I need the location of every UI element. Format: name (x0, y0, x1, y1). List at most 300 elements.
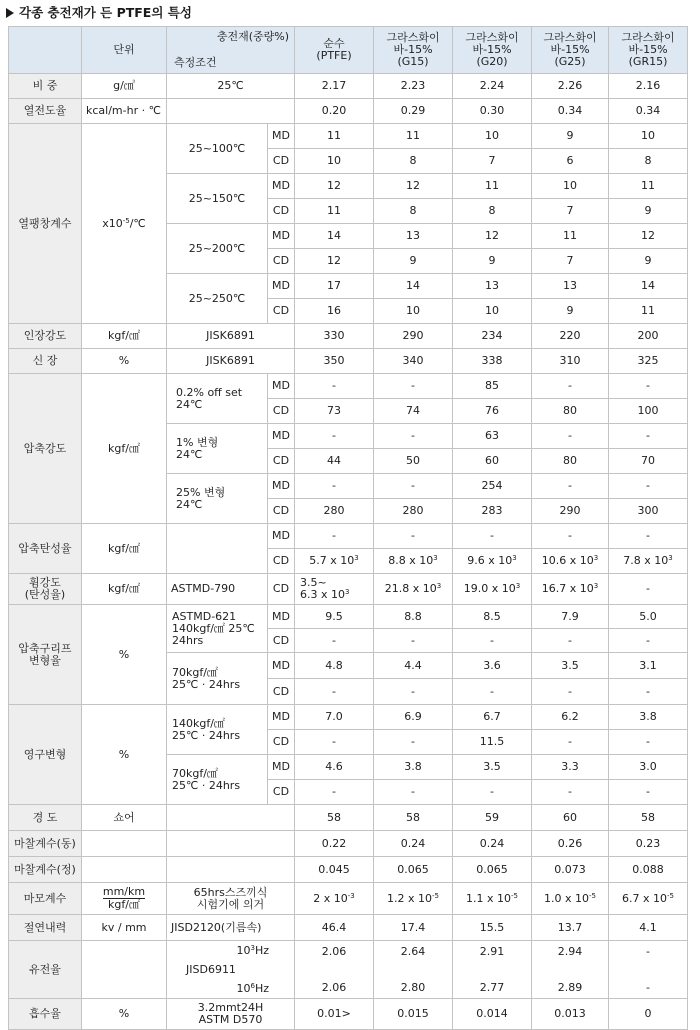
filler-condition-header (168, 31, 293, 69)
condition-cell (167, 999, 295, 1030)
unit-cell: kv / mm (82, 915, 167, 941)
line: 그라스화이 (386, 31, 440, 44)
line: 24℃ (176, 497, 203, 511)
cell-text: 6.3 x 10 (300, 588, 346, 601)
header-material (453, 27, 532, 74)
value-cell: 5.0 (609, 605, 688, 629)
value-cell: 70 (609, 449, 688, 474)
value-cell (374, 549, 453, 574)
filler-label: 충전재(중량%) (216, 30, 290, 43)
superscript: 3 (515, 582, 521, 590)
value-cell: - (295, 679, 374, 705)
condition-cell: JISK6891 (167, 324, 295, 349)
condition-cell: 25~250℃ (167, 274, 268, 324)
value-cell: 0.013 (532, 999, 609, 1030)
unit-cell: % (82, 349, 167, 374)
line: 25℃ · 24hrs (172, 778, 241, 792)
table-row (9, 374, 688, 399)
line: 70kgf/㎠ (172, 665, 218, 679)
value-cell: 280 (374, 499, 453, 524)
table-row (9, 605, 688, 629)
value-cell: 11 (609, 299, 688, 324)
condition-cell (167, 374, 268, 424)
cell-content (467, 554, 516, 567)
value-cell: 8.5 (453, 605, 532, 629)
value-pair (533, 946, 607, 994)
value-cell: 12 (453, 224, 532, 249)
value-cell: 7 (532, 199, 609, 224)
unit-cell: % (82, 605, 167, 705)
value-cell: 0.26 (532, 831, 609, 857)
value-cell: 12 (609, 224, 688, 249)
value-cell: 3.5 (453, 755, 532, 780)
value-cell: 9 (374, 249, 453, 274)
line: (PTFE) (316, 49, 352, 62)
value-cell: 11 (453, 174, 532, 199)
value-cell: - (609, 374, 688, 399)
line: 2.77 (479, 980, 505, 994)
row-label: 흡수율 (9, 999, 82, 1030)
value-cell: - (532, 424, 609, 449)
value-cell: 2.16 (609, 74, 688, 99)
value-cell (295, 883, 374, 915)
unit-cell: kgf/㎠ (82, 524, 167, 574)
line: 그라스화이 (621, 31, 675, 44)
table-row (9, 857, 688, 883)
line: 140kgf/㎠ 25℃ (172, 621, 255, 635)
value-cell: 10 (609, 124, 688, 149)
condition-cell (167, 653, 268, 705)
value-cell: 0.088 (609, 857, 688, 883)
line: 25% 변형 (176, 485, 226, 499)
line: 24℃ (176, 447, 203, 461)
value-cell: 80 (532, 399, 609, 424)
line: 25℃ · 24hrs (172, 677, 241, 691)
condition-cell (167, 524, 268, 574)
value-cell: - (453, 629, 532, 653)
value-cell: 10 (453, 124, 532, 149)
cell-text: 10 (236, 981, 251, 995)
row-label: 마찰계수(정) (9, 857, 82, 883)
row-label: 절연내력 (9, 915, 82, 941)
value-cell: 13 (453, 274, 532, 299)
condition-lines (168, 611, 266, 647)
row-label: 열전도율 (9, 99, 82, 124)
wear-unit (83, 886, 165, 911)
value-cell: 0.073 (532, 857, 609, 883)
value-cell: 7 (453, 149, 532, 174)
condition-cell: 25℃ (167, 74, 295, 99)
value-cell: - (295, 424, 374, 449)
condition-cell (167, 474, 268, 524)
header-col-4 (610, 32, 686, 68)
condition-cell (167, 755, 268, 805)
value-cell: - (609, 780, 688, 805)
value-cell: 280 (295, 499, 374, 524)
value-cell: 0.065 (374, 857, 453, 883)
value-cell: 0.22 (295, 831, 374, 857)
value-cell: 6.2 (532, 705, 609, 730)
row-label: 압축강도 (9, 374, 82, 524)
cell-text: /℃ (129, 216, 146, 230)
row-label: 비 중 (9, 74, 82, 99)
value-cell: 100 (609, 399, 688, 424)
value-cell: 16 (295, 299, 374, 324)
direction-cd: CD (268, 499, 295, 524)
value-cell: 8 (609, 149, 688, 174)
value-cell: 9 (532, 124, 609, 149)
superscript: 3 (250, 943, 255, 952)
line: 25℃ · 24hrs (172, 728, 241, 742)
line: 1% 변형 (176, 435, 219, 449)
value-cell: - (295, 474, 374, 499)
value-cell: 3.8 (609, 705, 688, 730)
row-label: 열팽창계수 (9, 124, 82, 324)
line: (G20) (476, 55, 508, 68)
value-cell: - (532, 730, 609, 755)
value-cell: 3.6 (453, 653, 532, 679)
cell-text: 1.2 x 10 (387, 891, 433, 905)
value-cell: - (374, 474, 453, 499)
value-cell: 12 (295, 174, 374, 199)
line: 2.06 (321, 944, 347, 958)
value-pair (296, 946, 372, 994)
table-row (9, 574, 688, 605)
value-cell: 2.24 (453, 74, 532, 99)
value-cell: 234 (453, 324, 532, 349)
table-row (9, 324, 688, 349)
header-filler-condition (167, 27, 295, 74)
line: 시험기에 의거 (196, 897, 265, 911)
line: (G15) (397, 55, 429, 68)
condition-lines (168, 768, 266, 792)
cell-content (544, 892, 596, 905)
value-cell: 17 (295, 274, 374, 299)
triangle-bullet-icon (6, 8, 14, 18)
value-cell (295, 549, 374, 574)
line: 0.2% off set (176, 385, 243, 399)
cell-text: 1.0 x 10 (544, 891, 590, 905)
value-cell: 58 (295, 805, 374, 831)
direction-md: MD (268, 524, 295, 549)
value-cell: 0.045 (295, 857, 374, 883)
cell-text: 19.0 x 10 (463, 582, 516, 595)
value-cell: - (295, 629, 374, 653)
value-cell: 11 (609, 174, 688, 199)
line: (탄성율) (24, 588, 66, 601)
row-label (9, 574, 82, 605)
value-cell: 10 (295, 149, 374, 174)
value-cell (295, 941, 374, 999)
table-row (9, 349, 688, 374)
value-cell (532, 549, 609, 574)
row-label-lines (10, 643, 80, 667)
value-cell: 7.0 (295, 705, 374, 730)
value-cell: 4.6 (295, 755, 374, 780)
line: 3.2mmt24H (197, 1001, 264, 1014)
value-cell: - (374, 374, 453, 399)
value-cell: 11 (295, 199, 374, 224)
cell-content (464, 582, 520, 595)
cell-content (313, 892, 354, 905)
cell-content (466, 892, 518, 905)
value-cell: 290 (532, 499, 609, 524)
cell-text: Hz (254, 981, 270, 995)
unit-cell: kgf/㎠ (82, 374, 167, 524)
value-cell: 7 (532, 249, 609, 274)
condition-cell (167, 883, 295, 915)
value-cell (532, 941, 609, 999)
line: 휨강도 (29, 576, 61, 589)
header-col-2 (454, 32, 530, 68)
condition-cell (167, 99, 295, 124)
unit-cell: kcal/m-hr · ℃ (82, 99, 167, 124)
line: 그라스화이 (465, 31, 519, 44)
value-cell: 9 (609, 199, 688, 224)
value-cell: 3.0 (609, 755, 688, 780)
value-cell: 3.3 (532, 755, 609, 780)
value-cell: - (374, 424, 453, 449)
value-cell: 0.34 (532, 99, 609, 124)
value-cell: 310 (532, 349, 609, 374)
value-cell: 200 (609, 324, 688, 349)
cell-content (388, 554, 437, 567)
condition-cell: ASTMD-790 (167, 574, 268, 605)
line: 2.80 (400, 980, 426, 994)
value-cell: 76 (453, 399, 532, 424)
value-cell: - (532, 374, 609, 399)
line: 순수 (323, 37, 345, 50)
value-cell: 60 (532, 805, 609, 831)
value-cell: 0.30 (453, 99, 532, 124)
unit-cell: 쇼어 (82, 805, 167, 831)
value-cell (295, 574, 374, 605)
superscript: 3 (345, 588, 350, 596)
condition-lines (168, 387, 266, 411)
table-row (9, 831, 688, 857)
value-cell (609, 549, 688, 574)
heading-text: 각종 충전재가 든 PTFE의 특성 (19, 5, 192, 20)
row-label: 압축탄성율 (9, 524, 82, 574)
value-cell: 0.24 (374, 831, 453, 857)
value-cell: 44 (295, 449, 374, 474)
value-cell: 0.23 (609, 831, 688, 857)
row-label: 영구변형 (9, 705, 82, 805)
direction-md: MD (268, 224, 295, 249)
value-cell: - (609, 629, 688, 653)
value-cell: 0.065 (453, 857, 532, 883)
value-cell: - (609, 424, 688, 449)
condition-cell: 25~100℃ (167, 124, 268, 174)
value-cell: 350 (295, 349, 374, 374)
value-cell: 60 (453, 449, 532, 474)
value-cell: - (532, 524, 609, 549)
line: ASTMD-621 (172, 609, 237, 623)
value-cell: - (374, 730, 453, 755)
unit-top: mm/km (102, 885, 146, 898)
value-cell: - (609, 679, 688, 705)
row-label-lines (10, 577, 80, 601)
table-row (9, 124, 688, 149)
line: ASTM D570 (198, 1013, 263, 1026)
row-label: 유전율 (9, 941, 82, 999)
superscript: 3 (433, 554, 438, 562)
superscript: 3 (668, 554, 673, 562)
value-cell: 8.8 (374, 605, 453, 629)
superscript: -5 (432, 891, 439, 900)
value-cell: 4.8 (295, 653, 374, 679)
cell-text: 7.8 x 10 (623, 554, 669, 567)
value-cell: 9 (532, 299, 609, 324)
cell-text: 10.6 x 10 (541, 554, 594, 567)
table-row (9, 27, 688, 74)
header-col-0 (296, 38, 372, 62)
value-cell: 2.26 (532, 74, 609, 99)
line: 2.64 (400, 944, 426, 958)
header-col-3 (533, 32, 607, 68)
superscript: 3 (512, 554, 517, 562)
direction-cd: CD (268, 629, 295, 653)
unit-cell: % (82, 705, 167, 805)
direction-md: MD (268, 274, 295, 299)
value-cell: 6.7 (453, 705, 532, 730)
condition-cell (167, 605, 268, 653)
line: 바-15% (628, 43, 668, 56)
value-cell: - (374, 780, 453, 805)
value-cell: - (453, 524, 532, 549)
value-cell: 9 (609, 249, 688, 274)
value-cell: 330 (295, 324, 374, 349)
line: 2.94 (557, 944, 583, 958)
direction-md: MD (268, 755, 295, 780)
direction-md: MD (268, 705, 295, 730)
value-cell: 0.20 (295, 99, 374, 124)
row-label: 신 장 (9, 349, 82, 374)
value-cell: - (532, 679, 609, 705)
value-cell: - (295, 780, 374, 805)
line: 2.06 (321, 980, 347, 994)
cell-content (309, 554, 358, 567)
condition-lines (168, 718, 266, 742)
value-cell: 17.4 (374, 915, 453, 941)
ptfe-properties-table (8, 26, 688, 1030)
value-cell: 46.4 (295, 915, 374, 941)
direction-cd: CD (268, 780, 295, 805)
direction-md: MD (268, 124, 295, 149)
condition-cell (167, 705, 268, 755)
value-cell: 11 (374, 124, 453, 149)
line: 3.5~ (300, 576, 327, 589)
value-cell (374, 574, 453, 605)
value-cell: 8 (374, 149, 453, 174)
direction-md: MD (268, 424, 295, 449)
flexural-first (296, 577, 372, 601)
direction-md: MD (268, 174, 295, 199)
value-cell: 14 (374, 274, 453, 299)
condition-lines (168, 437, 266, 461)
cell-text: 8.8 x 10 (388, 554, 434, 567)
value-cell: 9 (453, 249, 532, 274)
line: 70kgf/㎠ (172, 766, 218, 780)
line: 24hrs (172, 633, 204, 647)
value-cell: 14 (609, 274, 688, 299)
line (300, 589, 372, 601)
value-cell: - (453, 679, 532, 705)
header-material (609, 27, 688, 74)
direction-cd: CD (268, 574, 295, 605)
direction-cd: CD (268, 549, 295, 574)
header-material (374, 27, 453, 74)
cell-content (623, 554, 672, 567)
value-cell: 0.01> (295, 999, 374, 1030)
value-cell: 0 (609, 999, 688, 1030)
value-cell: - (374, 524, 453, 549)
line: - (646, 944, 650, 958)
value-cell: 0.24 (453, 831, 532, 857)
line: - (646, 980, 650, 994)
unit-cell (82, 831, 167, 857)
direction-cd: CD (268, 199, 295, 224)
section-heading (6, 4, 192, 22)
line: 변형율 (29, 653, 61, 667)
direction-cd: CD (268, 399, 295, 424)
superscript: -5 (511, 891, 518, 900)
superscript: 3 (593, 582, 599, 590)
cell-text: 21.8 x 10 (384, 582, 437, 595)
value-cell: 325 (609, 349, 688, 374)
value-cell: 12 (374, 174, 453, 199)
table-row (9, 915, 688, 941)
value-cell (453, 883, 532, 915)
line: 바-15% (550, 43, 590, 56)
table-row (9, 99, 688, 124)
value-cell: 4.1 (609, 915, 688, 941)
superscript: -5 (667, 891, 674, 900)
value-cell (374, 941, 453, 999)
value-cell: 0.34 (609, 99, 688, 124)
value-cell: - (609, 574, 688, 605)
value-cell: 8 (453, 199, 532, 224)
cell-text: 9.6 x 10 (467, 554, 513, 567)
value-cell: 338 (453, 349, 532, 374)
value-cell: 9.5 (295, 605, 374, 629)
row-label: 인장강도 (9, 324, 82, 349)
cell-content (387, 892, 439, 905)
value-cell: - (609, 524, 688, 549)
unit-cell: % (82, 999, 167, 1030)
unit-cell: g/㎤ (82, 74, 167, 99)
value-cell: 7.9 (532, 605, 609, 629)
value-cell: 58 (374, 805, 453, 831)
line: 압축구리프 (18, 641, 72, 655)
hz-1 (237, 945, 270, 957)
line: 그라스화이 (543, 31, 597, 44)
line: 2.89 (557, 980, 583, 994)
header-col-1 (375, 32, 451, 68)
value-pair (375, 946, 451, 994)
direction-md: MD (268, 653, 295, 679)
header-material (295, 27, 374, 74)
line: 65hrs스즈끼식 (193, 885, 268, 899)
hz-2 (237, 983, 270, 995)
value-cell: 2.23 (374, 74, 453, 99)
unit-cell (82, 883, 167, 915)
value-cell: - (532, 780, 609, 805)
value-cell (532, 574, 609, 605)
value-cell: 11 (295, 124, 374, 149)
condition-cell (167, 857, 295, 883)
value-cell: 0.014 (453, 999, 532, 1030)
